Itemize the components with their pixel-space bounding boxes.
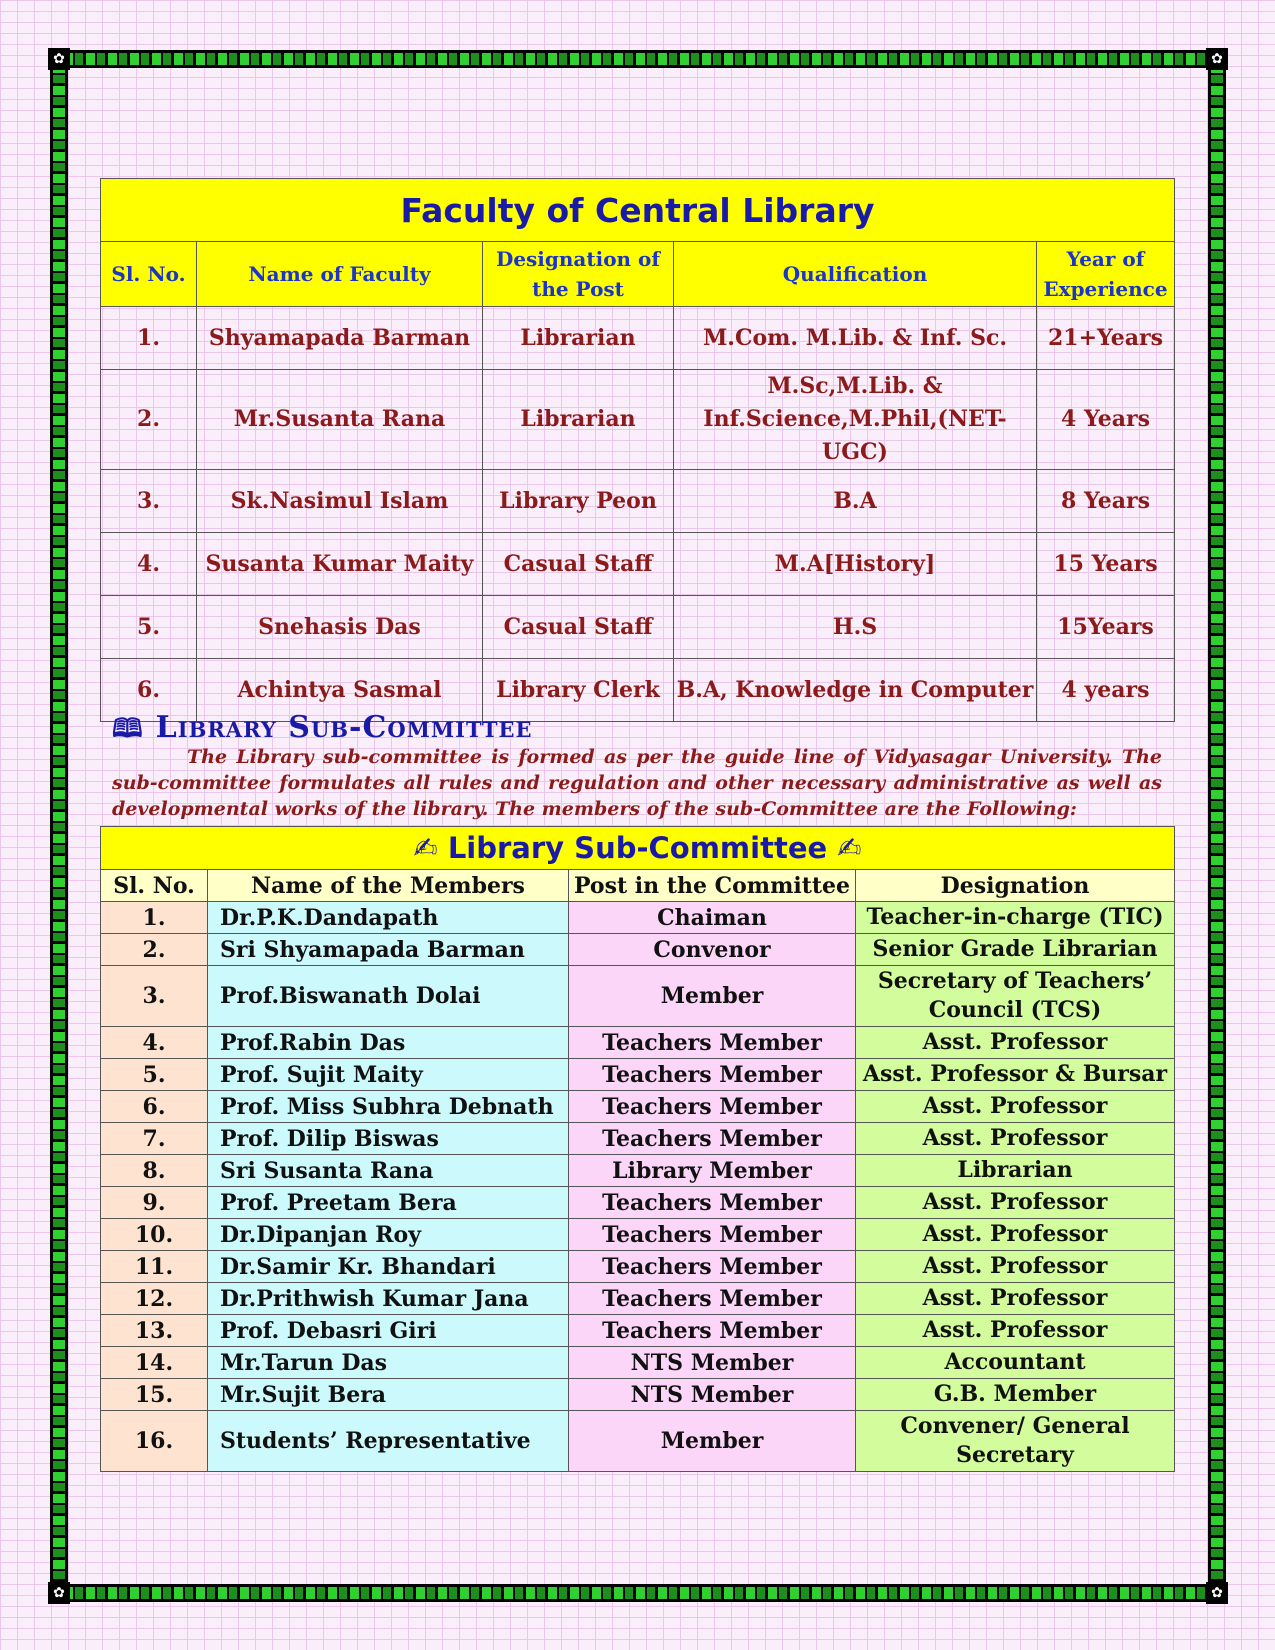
subcommittee-header-row (101, 870, 1175, 902)
qualification: B.A, Knowledge in Computer (674, 659, 1037, 722)
table-row (101, 1123, 1175, 1155)
experience: 4 years (1037, 659, 1175, 722)
header-experience: Year of Experience (1037, 242, 1175, 307)
designation: Librarian (483, 307, 674, 370)
sl-no: 6. (101, 659, 197, 722)
table-row (101, 1155, 1175, 1187)
page-border-top (50, 50, 1226, 68)
faculty-name: Snehasis Das (197, 596, 483, 659)
table-row (101, 1219, 1175, 1251)
experience: 15Years (1037, 596, 1175, 659)
sl-no: 2. (101, 934, 208, 966)
header-qualification: Qualification (674, 242, 1037, 307)
member-designation: Asst. Professor (856, 1187, 1175, 1219)
committee-post: Library Member (569, 1155, 856, 1187)
member-designation: G.B. Member (856, 1379, 1175, 1411)
page-border-left (50, 50, 68, 1602)
member-name: Prof. Debasri Giri (208, 1315, 569, 1347)
sl-no: 16. (101, 1411, 208, 1472)
member-designation: Asst. Professor (856, 1283, 1175, 1315)
qualification: B.A (674, 470, 1037, 533)
member-designation: Asst. Professor (856, 1123, 1175, 1155)
table-row (101, 533, 1175, 596)
table-row (101, 1187, 1175, 1219)
designation: Librarian (483, 370, 674, 470)
subcommittee-heading-text: Library Sub-Committee (155, 710, 533, 745)
header-post: Post in the Committee (569, 870, 856, 902)
member-name: Dr.P.K.Dandapath (208, 902, 569, 934)
member-name: Mr.Tarun Das (208, 1347, 569, 1379)
sl-no: 7. (101, 1123, 208, 1155)
committee-post: Teachers Member (569, 1091, 856, 1123)
committee-post: NTS Member (569, 1379, 856, 1411)
qualification: M.A[History] (674, 533, 1037, 596)
member-name: Prof.Rabin Das (208, 1027, 569, 1059)
member-name: Sri Susanta Rana (208, 1155, 569, 1187)
sl-no: 4. (101, 533, 197, 596)
member-designation: Librarian (856, 1155, 1175, 1187)
sl-no: 3. (101, 470, 197, 533)
table-row (101, 1251, 1175, 1283)
member-name: Dr.Samir Kr. Bhandari (208, 1251, 569, 1283)
member-name: Prof. Preetam Bera (208, 1187, 569, 1219)
member-name: Dr.Prithwish Kumar Jana (208, 1283, 569, 1315)
sl-no: 14. (101, 1347, 208, 1379)
table-row (101, 966, 1175, 1027)
corner-ornament-icon: ✿ (1206, 1582, 1228, 1604)
subcommittee-description: The Library sub-committee is formed as per the guide line of Vidyasagar University. The sub-committee formulates all rules and regulation and other necessary administrative as well as developmental works of the library. The members of the sub-Committee are the Following: (112, 746, 1162, 820)
committee-post: Teachers Member (569, 1283, 856, 1315)
member-designation: Senior Grade Librarian (856, 934, 1175, 966)
qualification: M.Com. M.Lib. & Inf. Sc. (674, 307, 1037, 370)
header-name: Name of Faculty (197, 242, 483, 307)
designation: Casual Staff (483, 596, 674, 659)
sl-no: 13. (101, 1315, 208, 1347)
table-row (101, 1059, 1175, 1091)
experience: 21+Years (1037, 307, 1175, 370)
member-designation: Secretary of Teachers’ Council (TCS) (856, 966, 1175, 1027)
page-border-bottom (50, 1584, 1226, 1602)
member-name: Sri Shyamapada Barman (208, 934, 569, 966)
member-name: Students’ Representative (208, 1411, 569, 1472)
designation: Library Clerk (483, 659, 674, 722)
qualification: H.S (674, 596, 1037, 659)
qualification: M.Sc,M.Lib. & Inf.Science,M.Phil,(NET-UGC) (674, 370, 1037, 470)
faculty-name: Shyamapada Barman (197, 307, 483, 370)
committee-post: Teachers Member (569, 1315, 856, 1347)
designation: Library Peon (483, 470, 674, 533)
sl-no: 5. (101, 596, 197, 659)
member-designation: Asst. Professor (856, 1315, 1175, 1347)
experience: 15 Years (1037, 533, 1175, 596)
header-sl-no: Sl. No. (101, 242, 197, 307)
table-row (101, 1315, 1175, 1347)
experience: 8 Years (1037, 470, 1175, 533)
open-book-icon: 🕮 (112, 714, 144, 744)
table-row (101, 1411, 1175, 1472)
faculty-name: Susanta Kumar Maity (197, 533, 483, 596)
designation: Casual Staff (483, 533, 674, 596)
header-sl-no: Sl. No. (101, 870, 208, 902)
table-row (101, 1283, 1175, 1315)
sl-no: 10. (101, 1219, 208, 1251)
table-row (101, 934, 1175, 966)
faculty-name: Achintya Sasmal (197, 659, 483, 722)
table-row (101, 1091, 1175, 1123)
committee-post: Teachers Member (569, 1059, 856, 1091)
sl-no: 15. (101, 1379, 208, 1411)
committee-post: NTS Member (569, 1347, 856, 1379)
corner-ornament-icon: ✿ (48, 48, 70, 70)
committee-post: Teachers Member (569, 1027, 856, 1059)
member-name: Mr.Sujit Bera (208, 1379, 569, 1411)
member-designation: Teacher-in-charge (TIC) (856, 902, 1175, 934)
experience: 4 Years (1037, 370, 1175, 470)
writing-hand-icon: ✍ (837, 831, 862, 865)
subcommittee-table (100, 826, 1175, 1472)
header-member-name: Name of the Members (208, 870, 569, 902)
member-designation: Convener/ General Secretary (856, 1411, 1175, 1472)
member-designation: Accountant (856, 1347, 1175, 1379)
sl-no: 1. (101, 307, 197, 370)
table-row (101, 1347, 1175, 1379)
member-designation: Asst. Professor (856, 1251, 1175, 1283)
table-row (101, 902, 1175, 934)
corner-ornament-icon: ✿ (1206, 48, 1228, 70)
member-designation: Asst. Professor (856, 1091, 1175, 1123)
writing-hand-icon: ✍ (413, 831, 438, 865)
committee-post: Chaiman (569, 902, 856, 934)
table-row (101, 596, 1175, 659)
table-row (101, 1379, 1175, 1411)
committee-post: Teachers Member (569, 1123, 856, 1155)
member-name: Dr.Dipanjan Roy (208, 1219, 569, 1251)
sl-no: 5. (101, 1059, 208, 1091)
member-designation: Asst. Professor (856, 1219, 1175, 1251)
header-designation: Designation (856, 870, 1175, 902)
subcommittee-table-title-text: Library Sub-Committee (447, 831, 828, 865)
member-name: Prof. Dilip Biswas (208, 1123, 569, 1155)
committee-post: Teachers Member (569, 1187, 856, 1219)
table-row (101, 307, 1175, 370)
sl-no: 3. (101, 966, 208, 1027)
member-designation: Asst. Professor (856, 1027, 1175, 1059)
header-designation: Designation of the Post (483, 242, 674, 307)
faculty-name: Sk.Nasimul Islam (197, 470, 483, 533)
member-name: Prof. Sujit Maity (208, 1059, 569, 1091)
sl-no: 4. (101, 1027, 208, 1059)
committee-post: Teachers Member (569, 1219, 856, 1251)
sl-no: 8. (101, 1155, 208, 1187)
faculty-header-row (101, 242, 1175, 307)
table-row (101, 470, 1175, 533)
sl-no: 11. (101, 1251, 208, 1283)
sl-no: 6. (101, 1091, 208, 1123)
committee-post: Member (569, 966, 856, 1027)
page-border-right (1208, 50, 1226, 1602)
member-name: Prof. Miss Subhra Debnath (208, 1091, 569, 1123)
committee-post: Teachers Member (569, 1251, 856, 1283)
member-designation: Asst. Professor & Bursar (856, 1059, 1175, 1091)
corner-ornament-icon: ✿ (48, 1582, 70, 1604)
sl-no: 9. (101, 1187, 208, 1219)
committee-post: Convenor (569, 934, 856, 966)
committee-post: Member (569, 1411, 856, 1472)
subcommittee-table-title (101, 827, 1175, 870)
faculty-table-title: Faculty of Central Library (101, 179, 1175, 242)
sl-no: 1. (101, 902, 208, 934)
table-row (101, 1027, 1175, 1059)
faculty-name: Mr.Susanta Rana (197, 370, 483, 470)
member-name: Prof.Biswanath Dolai (208, 966, 569, 1027)
sl-no: 12. (101, 1283, 208, 1315)
faculty-table (100, 178, 1175, 722)
sl-no: 2. (101, 370, 197, 470)
table-row (101, 370, 1175, 470)
